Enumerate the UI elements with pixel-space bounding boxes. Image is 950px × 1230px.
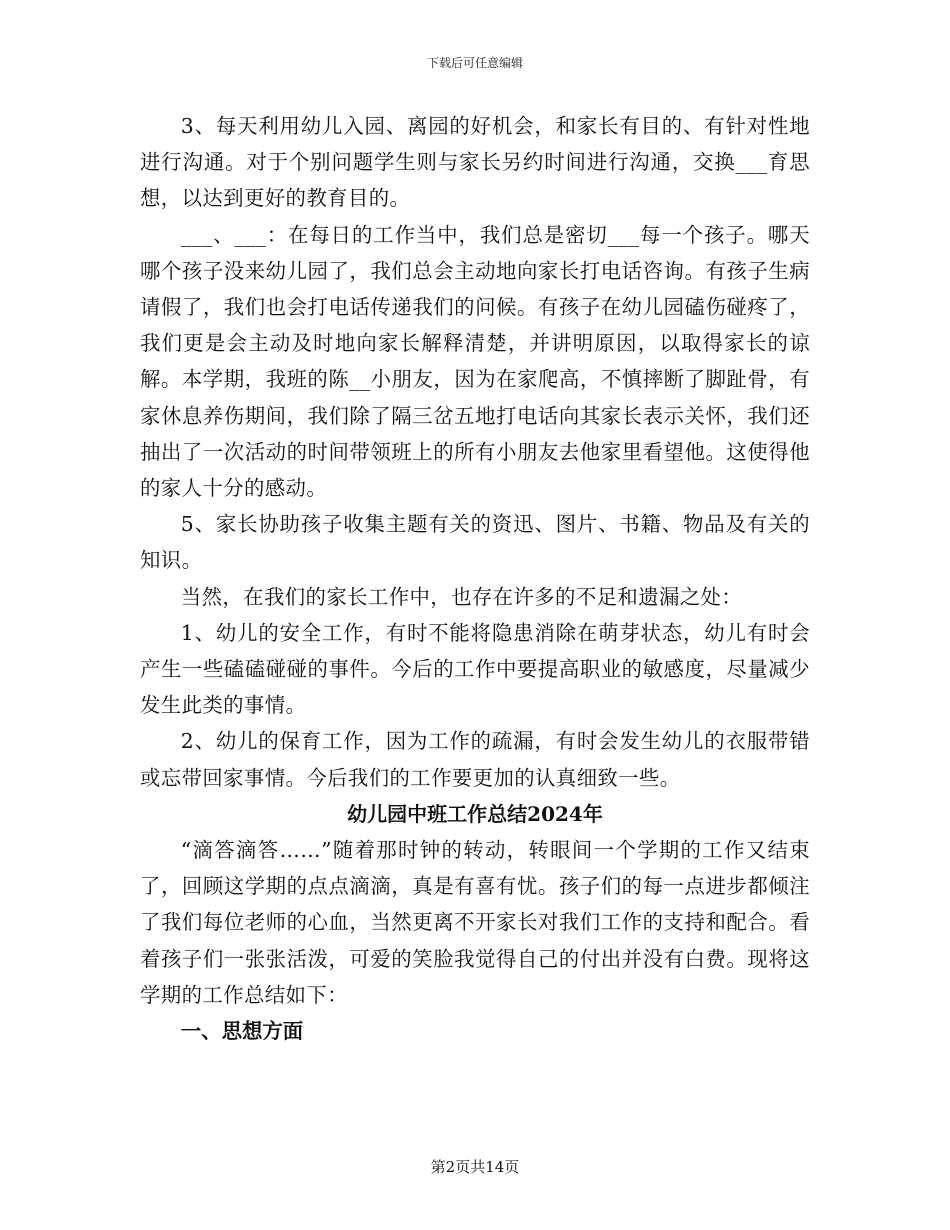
paragraph-item-3: 3、每天利用幼儿入园、离园的好机会，和家长有目的、有针对性地进行沟通。对于个别问题学生则与家长另约时间进行沟通，交换___育思想，以达到更好的教育目的。 [140, 114, 810, 211]
paragraph-shortcomings: 当然，在我们的家长工作中，也存在许多的不足和遗漏之处： [180, 584, 743, 609]
paragraph-safety: 1、幼儿的安全工作，有时不能将隐患消除在萌芽状态，幼儿有时会产生一些磕磕碰碰的事件。今后的工作中要提高职业的敏感度，尽量减少发生此类的事情。 [140, 620, 810, 718]
paragraph-intro: “滴答滴答……”随着那时钟的转动，转眼间一个学期的工作又结束了，回顾这学期的点点滴滴，真是有喜有忧。孩子们的每一点进步都倾注了我们每位老师的心血，当然更离不开家长对我们工作的支持和配合。看着孩子们一张张活泼，可爱的笑脸我觉得自己的付出并没有白费。现将这学期的工作总结如下： [140, 838, 810, 1007]
paragraph-item-5: 5、家长协助孩子收集主题有关的资迅、图片、书籍、物品及有关的知识。 [140, 512, 810, 573]
section-heading: 一、思想方面 [180, 1019, 304, 1044]
page-footer: 第2页共14页 [430, 1158, 520, 1176]
paragraph-parent-contact: ___、___：在每日的工作当中，我们总是密切___每一个孩子。哪天哪个孩子没来幼儿园了，我们总会主动地向家长打电话咨询。有孩子生病请假了，我们也会打电话传递我们的问候。有孩子在幼儿园磕伤碰疼了，我们更是会主动及时地向家长解释清楚，并讲明原因，以取得家长的谅解。本学期，我班的陈__小朋友，因为在家爬高，不慎摔断了脚趾骨，有家休息养伤期间，我们除了隔三岔五地打电话向其家长表示关怀，我们还抽出了一次活动的时间带领班上的所有小朋友去他家里看望他。这使得他的家人十分的感动。 [140, 222, 810, 501]
document-title: 幼儿园中班工作总结2024年 [347, 801, 603, 826]
page-header: 下载后可任意编辑 [426, 56, 523, 70]
paragraph-care: 2、幼儿的保育工作，因为工作的疏漏，有时会发生幼儿的衣服带错或忘带回家事情。今后我们的工作要更加的认真细致一些。 [140, 729, 810, 790]
document-body [140, 108, 810, 1049]
